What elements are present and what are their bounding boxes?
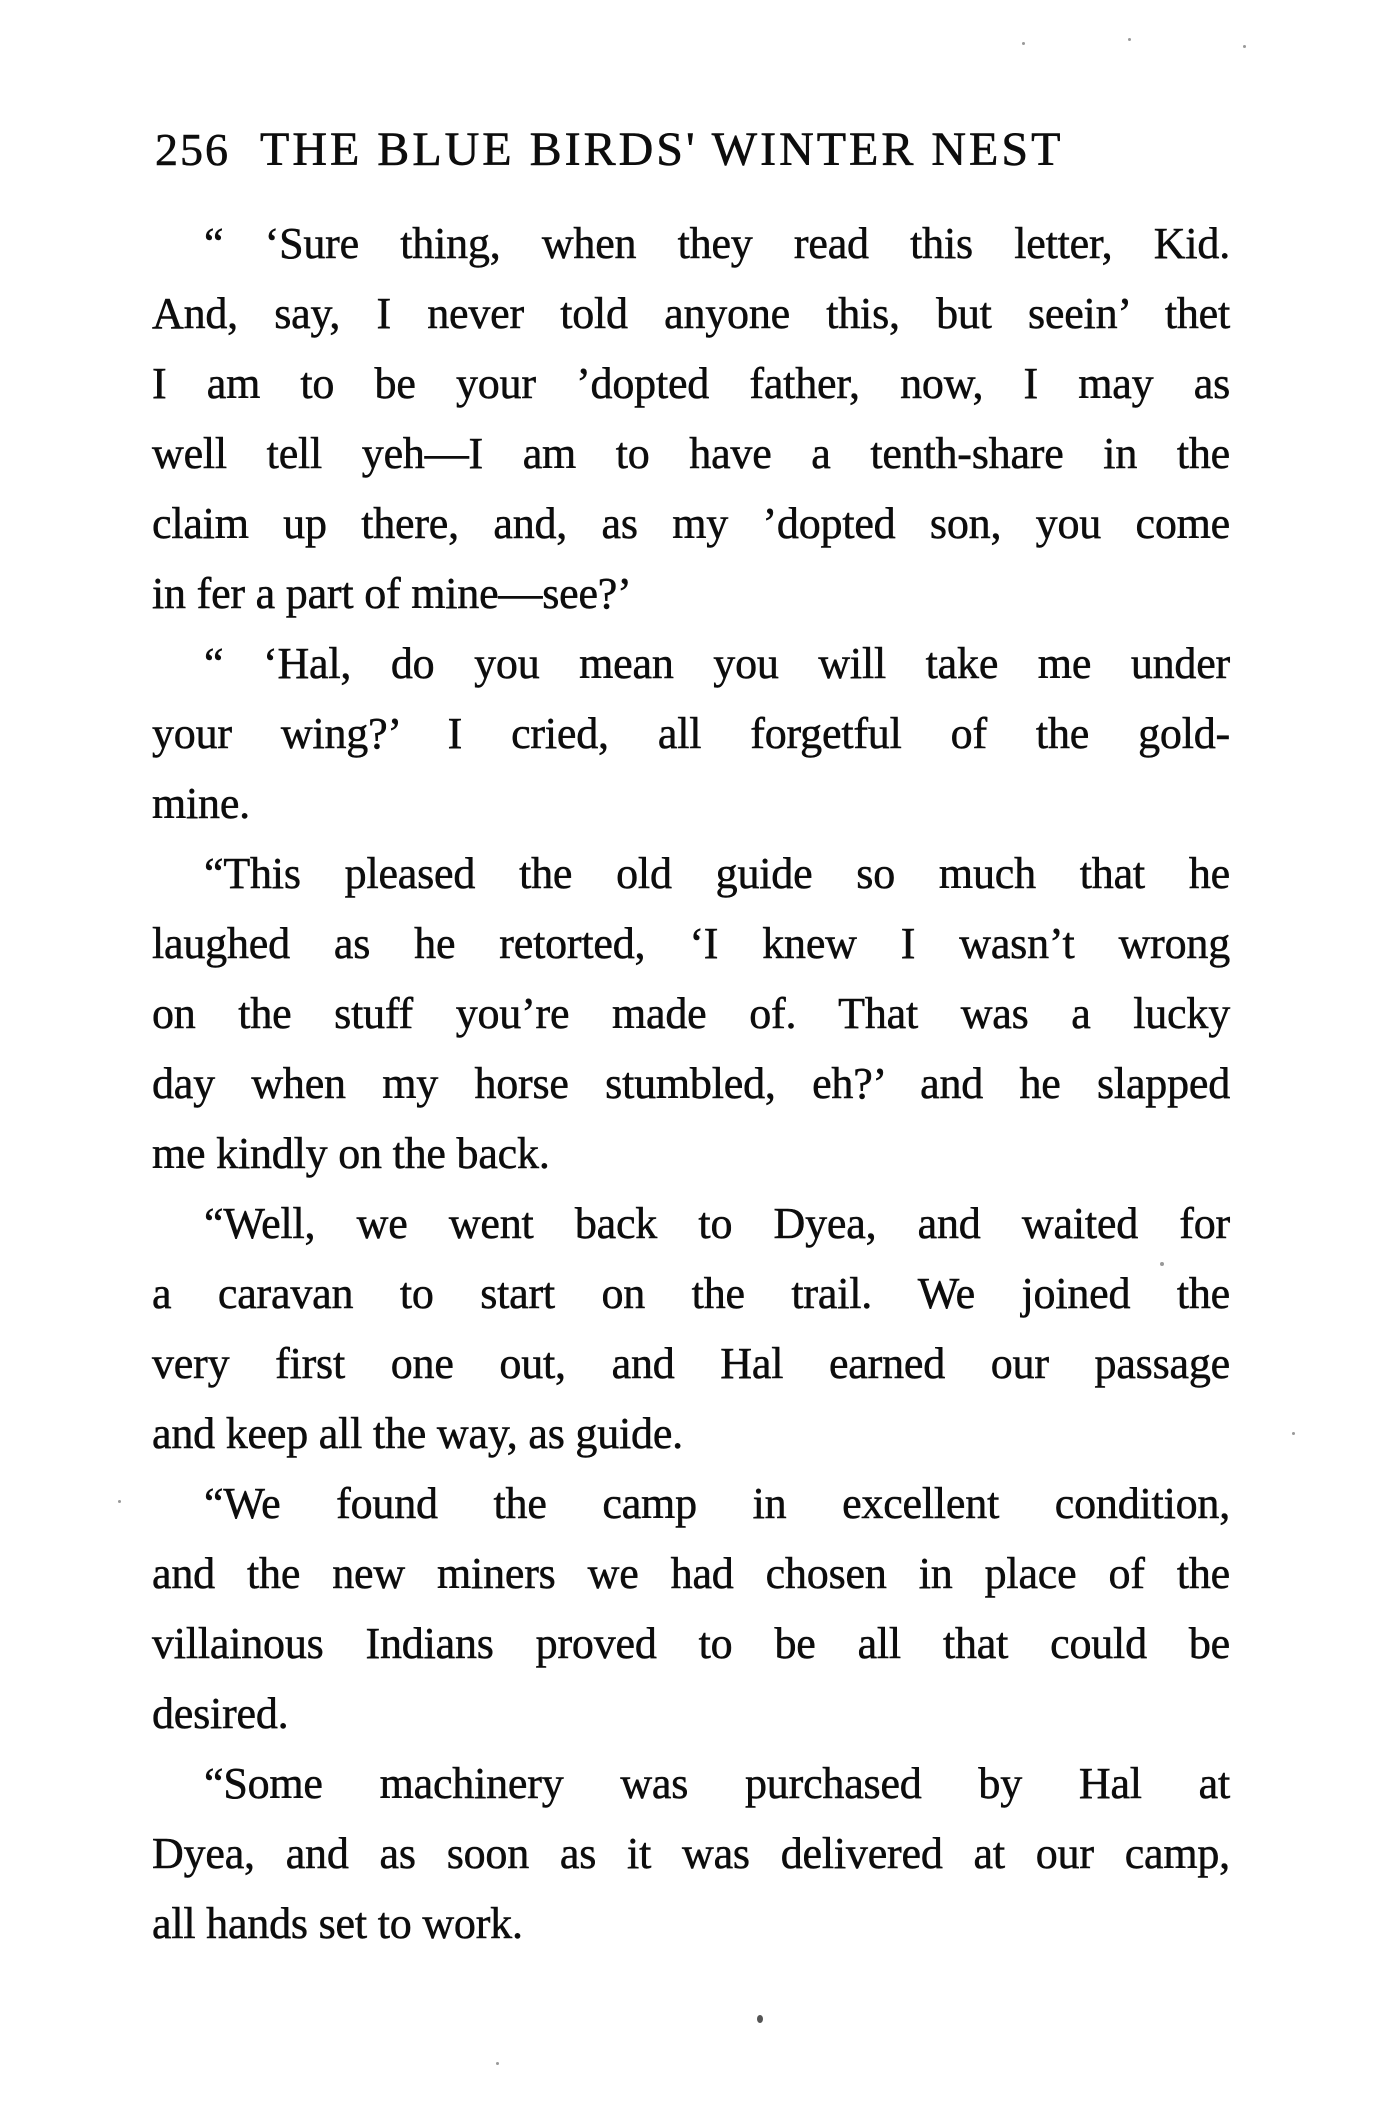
text-line: well tell yeh—I am to have a tenth-share in the	[152, 429, 1230, 478]
scan-speck	[496, 2062, 499, 2065]
running-title: THE BLUE BIRDS' WINTER NEST	[260, 123, 1064, 176]
text-block	[152, 209, 1230, 1959]
text-line: “Well, we went back to Dyea, and waited for	[204, 1199, 1230, 1248]
text-line: a caravan to start on the trail. We joined the	[152, 1269, 1230, 1318]
scan-speck	[1022, 42, 1025, 45]
scan-speck	[1160, 1262, 1164, 1266]
page-number: 256	[155, 124, 230, 175]
scan-speck	[1128, 38, 1131, 41]
text-line: claim up there, and, as my ’dopted son, you come	[152, 499, 1230, 548]
text-line: day when my horse stumbled, eh?’ and he slapped	[152, 1059, 1230, 1108]
text-line: desired.	[152, 1689, 289, 1738]
scan-speck	[118, 1500, 121, 1503]
scan-speck	[757, 2015, 763, 2023]
text-line: in fer a part of mine—see?’	[152, 569, 632, 618]
text-line: all hands set to work.	[152, 1899, 523, 1948]
text-line: on the stuff you’re made of. That was a lucky	[152, 989, 1230, 1038]
text-line: “ ‘Sure thing, when they read this letter, Kid.	[204, 219, 1230, 268]
text-line: “We found the camp in excellent condition,	[204, 1479, 1230, 1528]
text-line: laughed as he retorted, ‘I knew I wasn’t wrong	[152, 919, 1230, 968]
text-line: villainous Indians proved to be all that could be	[152, 1619, 1230, 1668]
scan-speck	[1243, 45, 1246, 48]
text-line: “ ‘Hal, do you mean you will take me under	[204, 639, 1230, 688]
text-line: and keep all the way, as guide.	[152, 1409, 683, 1458]
text-line: me kindly on the back.	[152, 1129, 550, 1178]
text-line: And, say, I never told anyone this, but seein’ thet	[152, 289, 1230, 338]
text-line: mine.	[152, 779, 250, 828]
page-header	[155, 122, 1063, 177]
text-line: I am to be your ’dopted father, now, I may as	[152, 359, 1230, 408]
text-line: very first one out, and Hal earned our passage	[152, 1339, 1230, 1388]
text-line: and the new miners we had chosen in place of the	[152, 1549, 1230, 1598]
text-line: Dyea, and as soon as it was delivered at our camp,	[152, 1829, 1230, 1878]
scan-speck	[1292, 1432, 1295, 1435]
text-line: your wing?’ I cried, all forgetful of the gold-	[152, 709, 1230, 758]
text-line: “Some machinery was purchased by Hal at	[204, 1759, 1230, 1808]
text-line: “This pleased the old guide so much that he	[204, 849, 1230, 898]
